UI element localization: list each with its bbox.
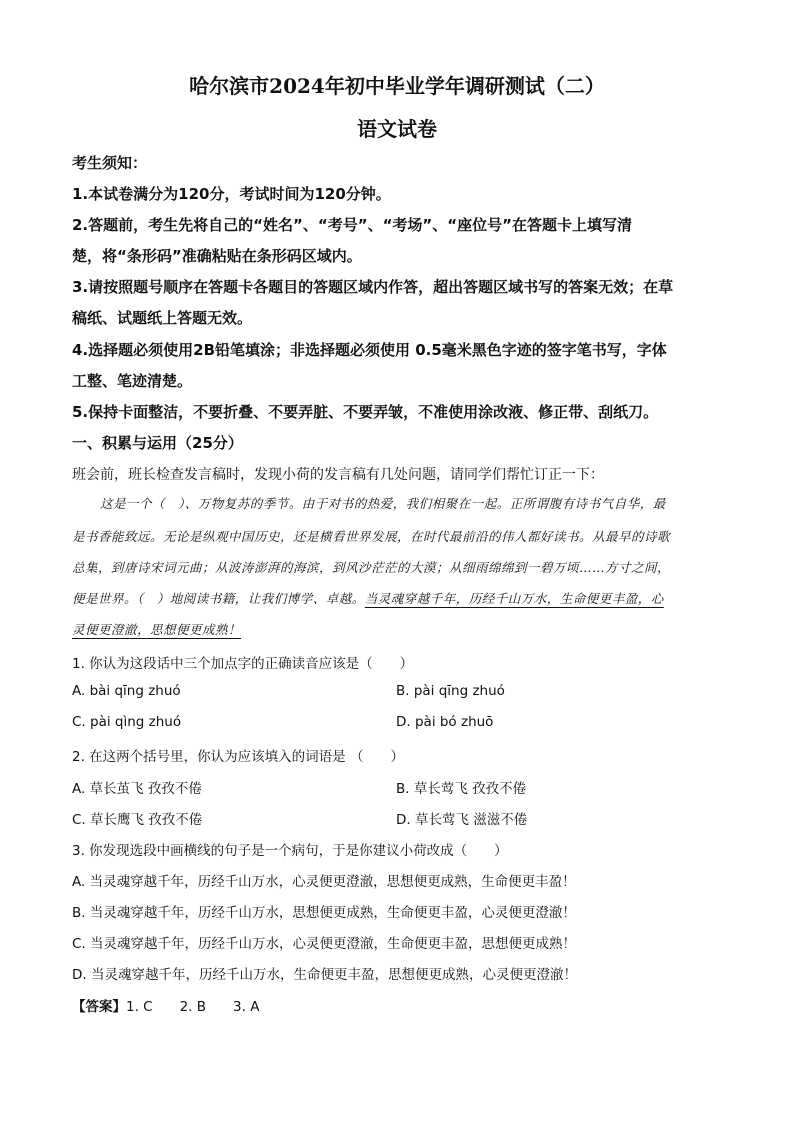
- question-option: B. pài qīng zhuó: [396, 683, 505, 699]
- passage-line: [72, 589, 664, 607]
- question-option: A. bài qīng zhuó: [72, 683, 181, 699]
- answer-tag: 【答案】: [72, 999, 126, 1015]
- page-subtitle: 语文试卷: [357, 117, 437, 141]
- passage-underlined-sentence: 当灵魂穿越千年，历经千山万水，生命便更丰盈，心: [364, 591, 664, 606]
- question-option: B. 草长莺飞 孜孜不倦: [396, 781, 527, 797]
- question-option: D. 当灵魂穿越千年，历经千山万水，生命便更丰盈，思想便更成熟，心灵便更澄澈！: [72, 967, 577, 983]
- passage-line: 总集，到唐诗宋词元曲；从波涛澎湃的海滨，到风沙茫茫的大漠；从细雨绵绵到一碧万顷……方寸之间，: [72, 560, 671, 575]
- passage-line: 是书香能致远。无论是纵观中国历史，还是横看世界发展，在时代最前沿的伟人都好读书。从最早的诗歌: [72, 529, 671, 544]
- question-stem: 1. 你认为这段话中三个加点字的正确读音应该是（ ）: [72, 656, 414, 672]
- notice-line: 工整、笔迹清楚。: [72, 372, 193, 390]
- question-option: A. 草长茧飞 孜孜不倦: [72, 781, 202, 797]
- page-title: 哈尔滨市2024年初中毕业学年调研测试（二）: [189, 74, 605, 98]
- question-option: C. 当灵魂穿越千年，历经千山万水，心灵便更澄澈，生命便更丰盈，思想便更成熟！: [72, 936, 577, 952]
- passage-underlined-sentence: 灵便更澄澈，思想便更成熟！: [72, 622, 242, 637]
- passage-text: 便是世界。（ ）地阅读书籍，让我们博学、卓越。: [72, 591, 365, 606]
- notice-line: 稿纸、试题纸上答题无效。: [72, 309, 253, 327]
- question-option: A. 当灵魂穿越千年，历经千山万水，心灵便更澄澈，思想便更成熟，生命便更丰盈！: [72, 874, 576, 890]
- question-option: C. pài qìng zhuó: [72, 714, 182, 730]
- question-option: C. 草长鹰飞 孜孜不倦: [72, 812, 203, 828]
- answer-line: [72, 995, 259, 1015]
- notice-line: 楚，将“条形码”准确粘贴在条形码区域内。: [72, 247, 362, 265]
- question-stem: 2. 在这两个括号里，你认为应该填入的词语是 （ ）: [72, 749, 404, 765]
- question-option: D. 草长莺飞 滋滋不倦: [396, 812, 528, 828]
- notice-line: 3.请按照题号顺序在答题卡各题目的答题区域内作答，超出答题区域书写的答案无效；在草: [72, 278, 674, 296]
- question-option: B. 当灵魂穿越千年，历经千山万水，思想便更成熟，生命便更丰盈，心灵便更澄澈！: [72, 905, 576, 921]
- passage-line: 这是一个（ ）、万物复苏的季节。由于对书的热爱，我们相聚在一起。正所谓腹有诗书气自华，最: [100, 496, 666, 511]
- section-heading: 一、积累与运用（25分）: [72, 434, 243, 452]
- section-intro: 班会前，班长检查发言稿时，发现小荷的发言稿有几处问题，请同学们帮忙订正一下：: [72, 467, 604, 483]
- notice-heading: 考生须知：: [72, 154, 148, 172]
- notice-line: 1.本试卷满分为120分，考试时间为120分钟。: [72, 185, 391, 203]
- notice-line: 2.答题前，考生先将自己的“姓名”、“考号”、“考场”、“座位号”在答题卡上填写清: [72, 216, 633, 234]
- notice-line: 5.保持卡面整洁，不要折叠、不要弄脏、不要弄皱，不准使用涂改液、修正带、刮纸刀。: [72, 403, 659, 421]
- question-stem: 3. 你发现选段中画横线的句子是一个病句，于是你建议小荷改成（ ）: [72, 843, 508, 859]
- question-option: D. pài bó zhuō: [396, 714, 494, 730]
- notice-line: 4.选择题必须使用2B铅笔填涂；非选择题必须使用 0.5毫米黑色字迹的签字笔书写，字体: [72, 341, 667, 359]
- answer-text: 1. C 2. B 3. A: [126, 999, 260, 1015]
